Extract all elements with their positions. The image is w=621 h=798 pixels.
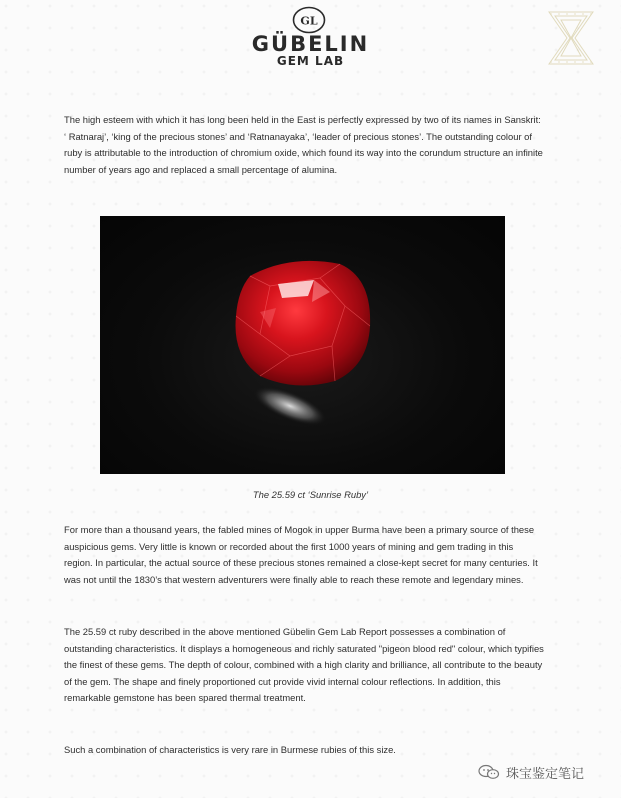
ruby-photo xyxy=(100,216,505,474)
wechat-icon xyxy=(478,764,500,780)
gubelin-logo-icon xyxy=(292,6,326,34)
brand-subtitle: GEM LAB xyxy=(276,54,345,68)
paragraph-esteem: The high esteem with which it has long been held in the East is perfectly expressed by two of its names in Sanskrit: ‘ Ratnaraj’, ‘king of the precious stones’ and ‘Ratnanayaka’, ‘leader of precious stones’. The outstanding colour of ruby is attributable to the introduction of chromium oxide, which found its way into the corundum structure an infinite number of years ago and replaced a small percentage of alumina. xyxy=(64,114,543,175)
svg-text:GL: GL xyxy=(300,14,318,28)
paragraph-mogok: For more than a thousand years, the fabled mines of Mogok in upper Burma have been a primary source of these auspicious gems. Very little is known or recorded about the first 1000 years of mining and gem trading in this region. In particular, the actual source of these precious stones remained a close-kept secret for many centuries. It was not until the 1830’s that western adventurers were finally able to reach these remote and legendary mines. xyxy=(64,524,538,585)
paragraph-report: The 25.59 ct ruby described in the above mentioned Gübelin Gem Lab Report possesses a combination of outstanding characteristics. It displays a homogeneous and richly saturated "pigeon blood red" colour, which typifies the finest of these gems. The depth of colour, combined with a high clarity and brilliance, all contribute to the beauty of the gem. The shape and finely proportioned cut provide vivid internal colour reflections. In addition, this remarkable gemstone has been spared thermal treatment. xyxy=(64,626,544,704)
photo-caption: The 25.59 ct ‘Sunrise Ruby’ xyxy=(252,489,369,500)
brand-name: GÜBELIN xyxy=(251,32,370,56)
watermark-text: 珠宝鉴定笔记 xyxy=(506,766,585,782)
decorative-watermark-icon xyxy=(545,8,597,68)
paragraph-rarity: Such a combination of characteristics is very rare in Burmese rubies of this size. xyxy=(64,744,396,755)
wechat-watermark xyxy=(478,762,584,782)
